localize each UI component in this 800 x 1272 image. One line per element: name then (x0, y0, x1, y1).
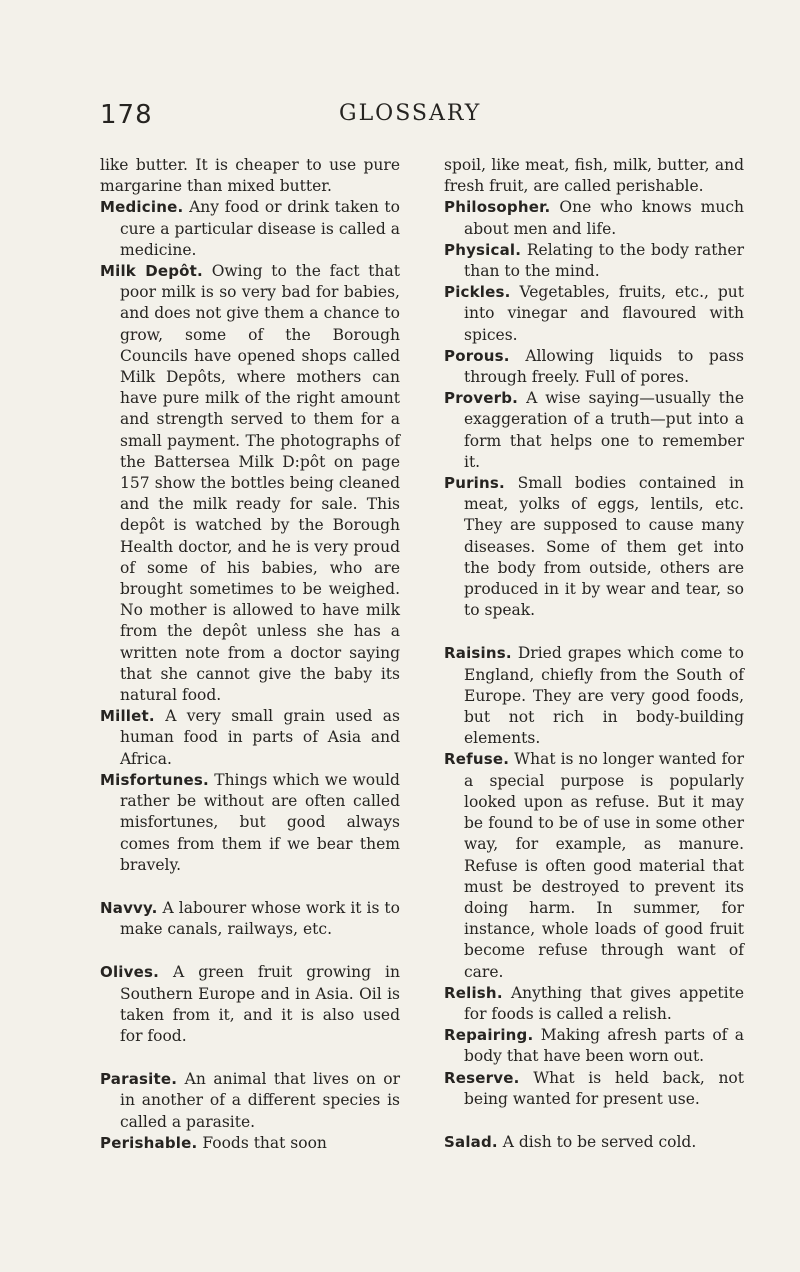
running-head: GLOSSARY (339, 101, 482, 126)
entry-definition: Relating to the body rather than to the mind. (464, 240, 744, 281)
entry-spacer (444, 1110, 744, 1132)
glossary-entry (100, 898, 400, 940)
entry-definition: What is held back, not being wanted for present use. (464, 1068, 744, 1108)
entry-term: Misfortunes. (100, 770, 209, 789)
entry-definition: Anything that gives appetite for foods is called a relish. (464, 983, 744, 1023)
entry-term: Pickles. (444, 283, 511, 302)
entry-definition: A green fruit growing in Southern Europe and in Asia. Oil is taken from it, and it is also used for food. (120, 963, 400, 1045)
page-number: 178 (100, 100, 153, 130)
entry-term: Salad. (444, 1132, 498, 1151)
entry-definition: A wise saying—usually the exaggeration of a truth—put into a form that helps one to remember it. (464, 389, 745, 471)
entry-definition: Vegetables, fruits, etc., put into vinegar and flavoured with spices. (464, 283, 744, 344)
entry-term: Relish. (444, 983, 503, 1002)
entry-term: Refuse. (444, 750, 510, 769)
entry-term: Perishable. (100, 1133, 198, 1152)
entry-definition: Dried grapes which come to England, chiefly from the South of Europe. They are very good foods, but not rich in body-building elements. (464, 644, 744, 748)
entry-term: Parasite. (100, 1070, 178, 1089)
entry-term: Proverb. (444, 389, 519, 408)
page-header (100, 100, 780, 140)
glossary-entry (100, 770, 400, 876)
entry-definition: A labourer whose work it is to make canals, railways, etc. (120, 898, 400, 939)
glossary-entry (100, 962, 400, 1047)
entry-spacer (100, 940, 400, 962)
glossary-entry (100, 1069, 400, 1133)
entry-term: Reserve. (444, 1068, 520, 1087)
entry-definition: Small bodies contained in meat, yolks of eggs, lentils, etc. They are supposed to cause many diseases. Some of them get into the body from outside, others are produced in it by wear and tear, so to speak. (464, 474, 744, 620)
glossary-entry (444, 473, 744, 621)
glossary-entry (444, 197, 744, 239)
glossary-entry (444, 643, 744, 749)
entry-term: Milk Depôt. (100, 262, 203, 281)
glossary-entry (444, 1025, 744, 1067)
entry-definition: What is no longer wanted for a special purpose is popularly looked upon as refuse. But it may be found to be of use in some other way, for example, as manure. Refuse is often good material that must be destroyed to prevent its doing harm. In summer, for instance, whole loads of good fruit become refuse through want of care. (464, 750, 744, 981)
entry-term: Physical. (444, 240, 522, 259)
glossary-entry (444, 282, 744, 346)
entry-definition: Owing to the fact that poor milk is so very bad for babies, and does not give them a chance to grow, some of the Borough Councils have opened shops called Milk Depôts, where mothers can have pure milk of the right amount and strength served to them for a small payment. The photographs of the Battersea Milk D:pôt on page 157 show the bottles being cleaned and the milk ready for sale. This depôt is watched by the Borough Health doctor, and he is very proud of some of his babies, who are brought sometimes to be weighed. No mother is allowed to have milk from the depôt unless she has a written note from a doctor saying that she cannot give the baby its natural food. (120, 262, 400, 705)
entry-term: Millet. (100, 707, 155, 726)
entry-definition: Things which we would rather be without are often called misfortunes, but good always comes from them if we bear them bravely. (120, 770, 400, 874)
glossary-entry (100, 1133, 400, 1154)
entry-definition: A very small grain used as human food in parts of Asia and Africa. (120, 707, 400, 768)
entry-term: Porous. (444, 346, 510, 365)
glossary-entry (100, 155, 400, 197)
left-column (100, 155, 400, 1154)
entry-term: Purins. (444, 474, 505, 493)
entry-term: Navvy. (100, 898, 158, 917)
glossary-entry (100, 706, 400, 770)
glossary-entry (444, 983, 744, 1025)
glossary-entry (444, 388, 744, 473)
entry-term: Olives. (100, 963, 160, 982)
glossary-entry (444, 155, 744, 197)
entry-definition: like butter. It is cheaper to use pure margarine than mixed butter. (100, 156, 400, 196)
entry-definition: Any food or drink taken to cure a particular disease is called a medicine. (120, 198, 400, 259)
glossary-entry (100, 261, 400, 706)
glossary-entry (444, 1068, 744, 1110)
glossary-entry (444, 240, 744, 282)
entry-term: Philosopher. (444, 198, 551, 217)
entry-definition: A dish to be served cold. (502, 1132, 697, 1151)
entry-definition: Allowing liquids to pass through freely. Full of pores. (464, 346, 744, 387)
glossary-entry (444, 1132, 744, 1153)
entry-definition: Foods that soon (202, 1133, 327, 1152)
glossary-entry (444, 346, 744, 388)
entry-spacer (100, 1047, 400, 1069)
glossary-entry (100, 197, 400, 261)
entry-term: Repairing. (444, 1026, 534, 1045)
entry-term: Medicine. (100, 198, 184, 217)
entry-definition: One who knows much about men and life. (464, 198, 745, 238)
glossary-entry (444, 749, 744, 982)
entry-definition: spoil, like meat, fish, milk, butter, and fresh fruit, are called perishable. (444, 156, 744, 196)
entry-definition: Making afresh parts of a body that have been worn out. (464, 1026, 744, 1066)
entry-definition: An animal that lives on or in another of a different species is called a parasite. (120, 1070, 400, 1131)
entry-spacer (100, 876, 400, 898)
entry-term: Raisins. (444, 644, 512, 663)
right-column (444, 155, 744, 1153)
entry-spacer (444, 621, 744, 643)
